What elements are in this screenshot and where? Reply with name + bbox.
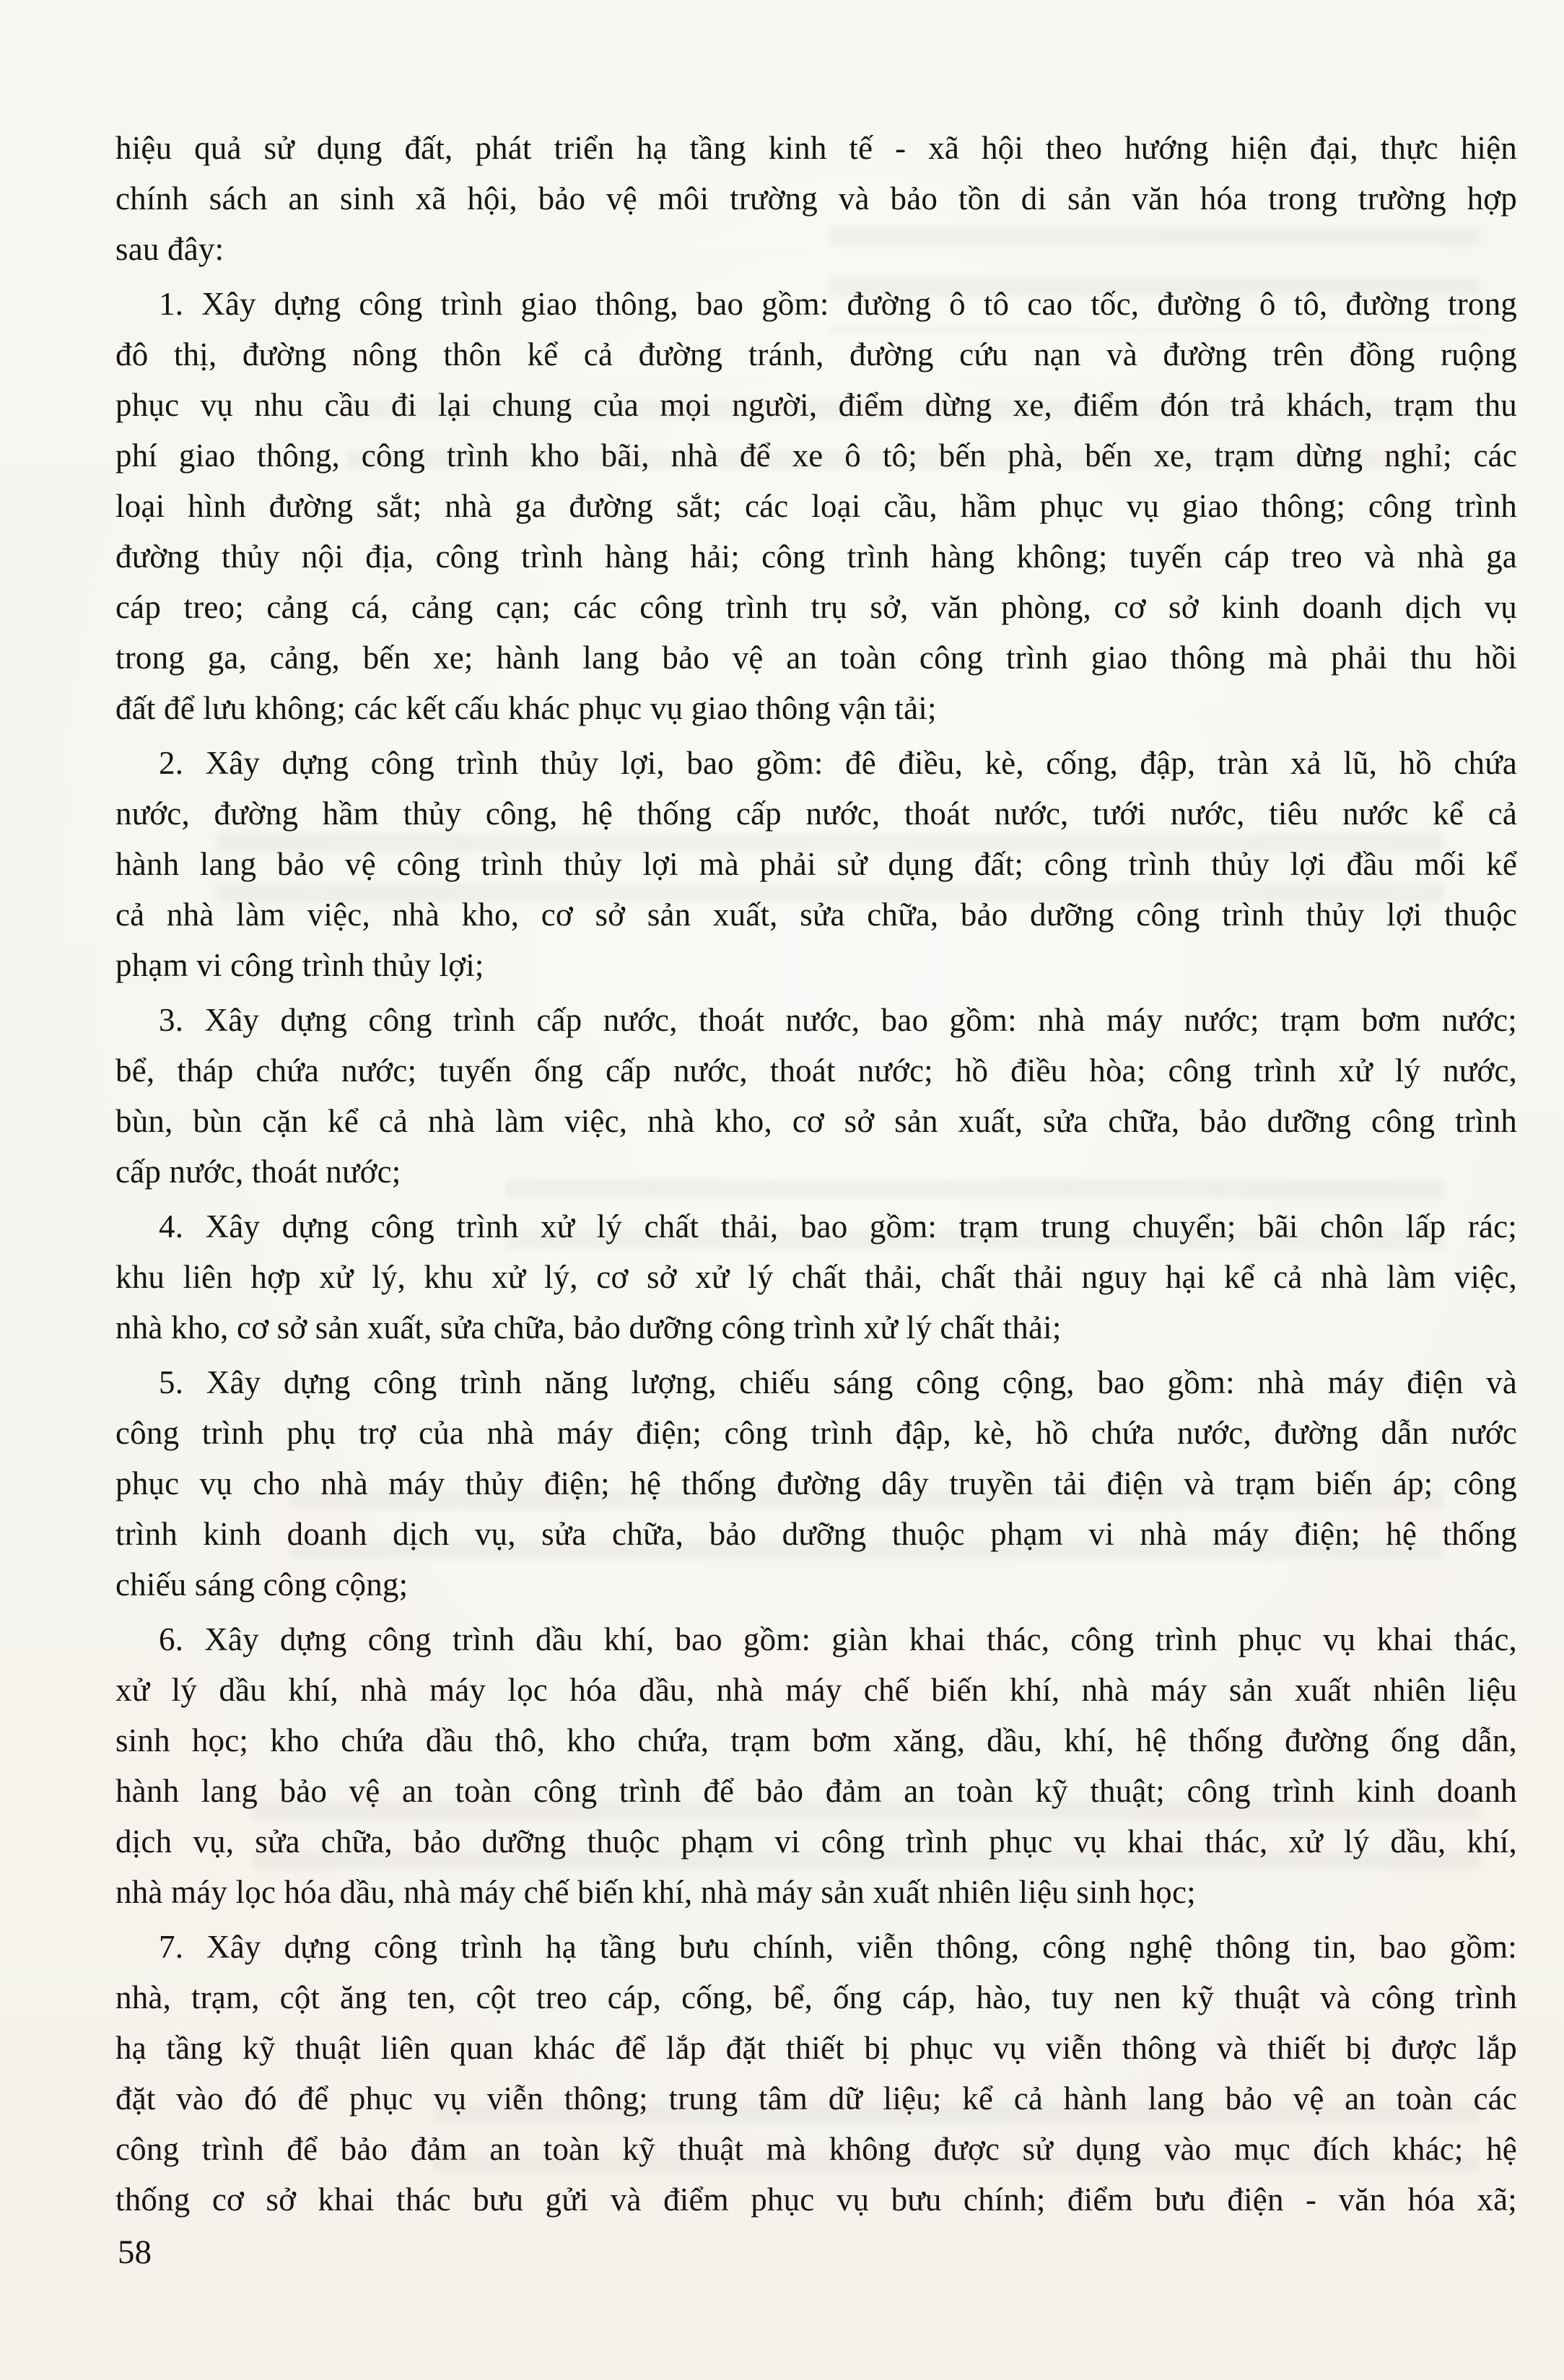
paragraph-item-6-cong-trinh-dau-khi	[115, 1614, 1517, 1917]
text-line: trình kinh doanh dịch vụ, sửa chữa, bảo dưỡng thuộc phạm vi nhà máy điện; hệ thống	[115, 1516, 1517, 1552]
text-line: bùn, bùn cặn kể cả nhà làm việc, nhà kho, cơ sở sản xuất, sửa chữa, bảo dưỡng công trình	[115, 1103, 1517, 1139]
text-line: hiệu quả sử dụng đất, phát triển hạ tầng kinh tế - xã hội theo hướng hiện đại, thực hiện	[115, 130, 1517, 166]
text-line: nhà kho, cơ sở sản xuất, sửa chữa, bảo dưỡng công trình xử lý chất thải;	[115, 1309, 1062, 1346]
text-line: hành lang bảo vệ an toàn công trình để bảo đảm an toàn kỹ thuật; công trình kinh doanh	[115, 1773, 1517, 1809]
text-line: đường thủy nội địa, công trình hàng hải; công trình hàng không; tuyến cáp treo và nhà ga	[115, 539, 1517, 575]
text-line: sau đây:	[115, 231, 224, 267]
text-line: chính sách an sinh xã hội, bảo vệ môi trường và bảo tồn di sản văn hóa trong trường hợp	[115, 180, 1517, 217]
text-line: loại hình đường sắt; nhà ga đường sắt; các loại cầu, hầm phục vụ giao thông; công trình	[115, 488, 1517, 524]
text-line: thống cơ sở khai thác bưu gửi và điểm phục vụ bưu chính; điểm bưu điện - văn hóa xã;	[115, 2181, 1517, 2218]
text-line: hạ tầng kỹ thuật liên quan khác để lắp đặt thiết bị phục vụ viễn thông và thiết bị được lắp	[115, 2030, 1517, 2066]
text-line: công trình để bảo đảm an toàn kỹ thuật mà không được sử dụng vào mục đích khác; hệ	[115, 2131, 1517, 2167]
text-line: đất để lưu không; các kết cấu khác phục vụ giao thông vận tải;	[115, 690, 937, 726]
text-line: công trình phụ trợ của nhà máy điện; công trình đập, kè, hồ chứa nước, đường dẫn nước	[115, 1415, 1517, 1451]
paragraph-item-4-xu-ly-chat-thai	[115, 1201, 1517, 1353]
text-line: hành lang bảo vệ công trình thủy lợi mà phải sử dụng đất; công trình thủy lợi đầu mối kể	[115, 846, 1517, 882]
paragraph-item-7-ha-tang-buu-chinh-vien-thong	[115, 1922, 1517, 2225]
text-line: 4. Xây dựng công trình xử lý chất thải, bao gồm: trạm trung chuyển; bãi chôn lấp rác;	[159, 1208, 1517, 1245]
text-line: 7. Xây dựng công trình hạ tầng bưu chính, viễn thông, công nghệ thông tin, bao gồm:	[159, 1929, 1517, 1965]
text-line: cả nhà làm việc, nhà kho, cơ sở sản xuất, sửa chữa, bảo dưỡng công trình thủy lợi thuộc	[115, 897, 1517, 933]
text-line: sinh học; kho chứa dầu thô, kho chứa, trạm bơm xăng, dầu, khí, hệ thống đường ống dẫn,	[115, 1722, 1517, 1758]
text-line: phí giao thông, công trình kho bãi, nhà để xe ô tô; bến phà, bến xe, trạm dừng nghỉ; các	[115, 437, 1517, 474]
text-line: đặt vào đó để phục vụ viễn thông; trung tâm dữ liệu; kể cả hành lang bảo vệ an toàn các	[115, 2080, 1517, 2117]
paragraph-item-2-cong-trinh-thuy-loi	[115, 738, 1517, 990]
text-line: phục vụ nhu cầu đi lại chung của mọi người, điểm dừng xe, điểm đón trả khách, trạm thu	[115, 387, 1517, 423]
text-line: 6. Xây dựng công trình dầu khí, bao gồm: giàn khai thác, công trình phục vụ khai thác,	[159, 1621, 1517, 1657]
text-line: chiếu sáng công cộng;	[115, 1566, 409, 1603]
text-line: nhà máy lọc hóa dầu, nhà máy chế biến khí, nhà máy sản xuất nhiên liệu sinh học;	[115, 1874, 1196, 1910]
text-line: xử lý dầu khí, nhà máy lọc hóa dầu, nhà máy chế biến khí, nhà máy sản xuất nhiên liệu	[115, 1672, 1517, 1708]
text-line: 1. Xây dựng công trình giao thông, bao gồm: đường ô tô cao tốc, đường ô tô, đường trong	[159, 286, 1517, 322]
document-body	[115, 123, 1517, 2225]
paragraph-item-5-nang-luong-chieu-sang	[115, 1357, 1517, 1610]
paragraph-item-3-cap-nuoc-thoat-nuoc	[115, 995, 1517, 1197]
text-line: nước, đường hầm thủy công, hệ thống cấp nước, thoát nước, tưới nước, tiêu nước kể cả	[115, 795, 1517, 832]
text-line: 3. Xây dựng công trình cấp nước, thoát nước, bao gồm: nhà máy nước; trạm bơm nước;	[159, 1002, 1517, 1038]
text-line: cáp treo; cảng cá, cảng cạn; các công trình trụ sở, văn phòng, cơ sở kinh doanh dịch vụ	[115, 589, 1517, 625]
paragraph-item-1-cong-trinh-giao-thong	[115, 279, 1517, 733]
text-line: đô thị, đường nông thôn kể cả đường tránh, đường cứu nạn và đường trên đồng ruộng	[115, 336, 1517, 372]
text-line: 5. Xây dựng công trình năng lượng, chiếu sáng công cộng, bao gồm: nhà máy điện và	[159, 1364, 1517, 1400]
page-number: 58	[118, 2233, 152, 2271]
text-line: khu liên hợp xử lý, khu xử lý, cơ sở xử lý chất thải, chất thải nguy hại kể cả nhà làm việc,	[115, 1259, 1517, 1295]
text-line: trong ga, cảng, bến xe; hành lang bảo vệ an toàn công trình giao thông mà phải thu hồi	[115, 640, 1517, 676]
paragraph-intro-continuation	[115, 123, 1517, 274]
text-line: bể, tháp chứa nước; tuyến ống cấp nước, thoát nước; hồ điều hòa; công trình xử lý nước,	[115, 1052, 1517, 1089]
text-line: cấp nước, thoát nước;	[115, 1154, 401, 1190]
text-line: phục vụ cho nhà máy thủy điện; hệ thống đường dây truyền tải điện và trạm biến áp; công	[115, 1465, 1517, 1501]
text-line: 2. Xây dựng công trình thủy lợi, bao gồm: đê điều, kè, cống, đập, tràn xả lũ, hồ chứa	[159, 745, 1517, 781]
text-line: dịch vụ, sửa chữa, bảo dưỡng thuộc phạm vi công trình phục vụ khai thác, xử lý dầu, khí,	[115, 1823, 1517, 1860]
text-line: phạm vi công trình thủy lợi;	[115, 947, 484, 983]
text-line: nhà, trạm, cột ăng ten, cột treo cáp, cống, bể, ống cáp, hào, tuy nen kỹ thuật và công trình	[115, 1979, 1517, 2015]
